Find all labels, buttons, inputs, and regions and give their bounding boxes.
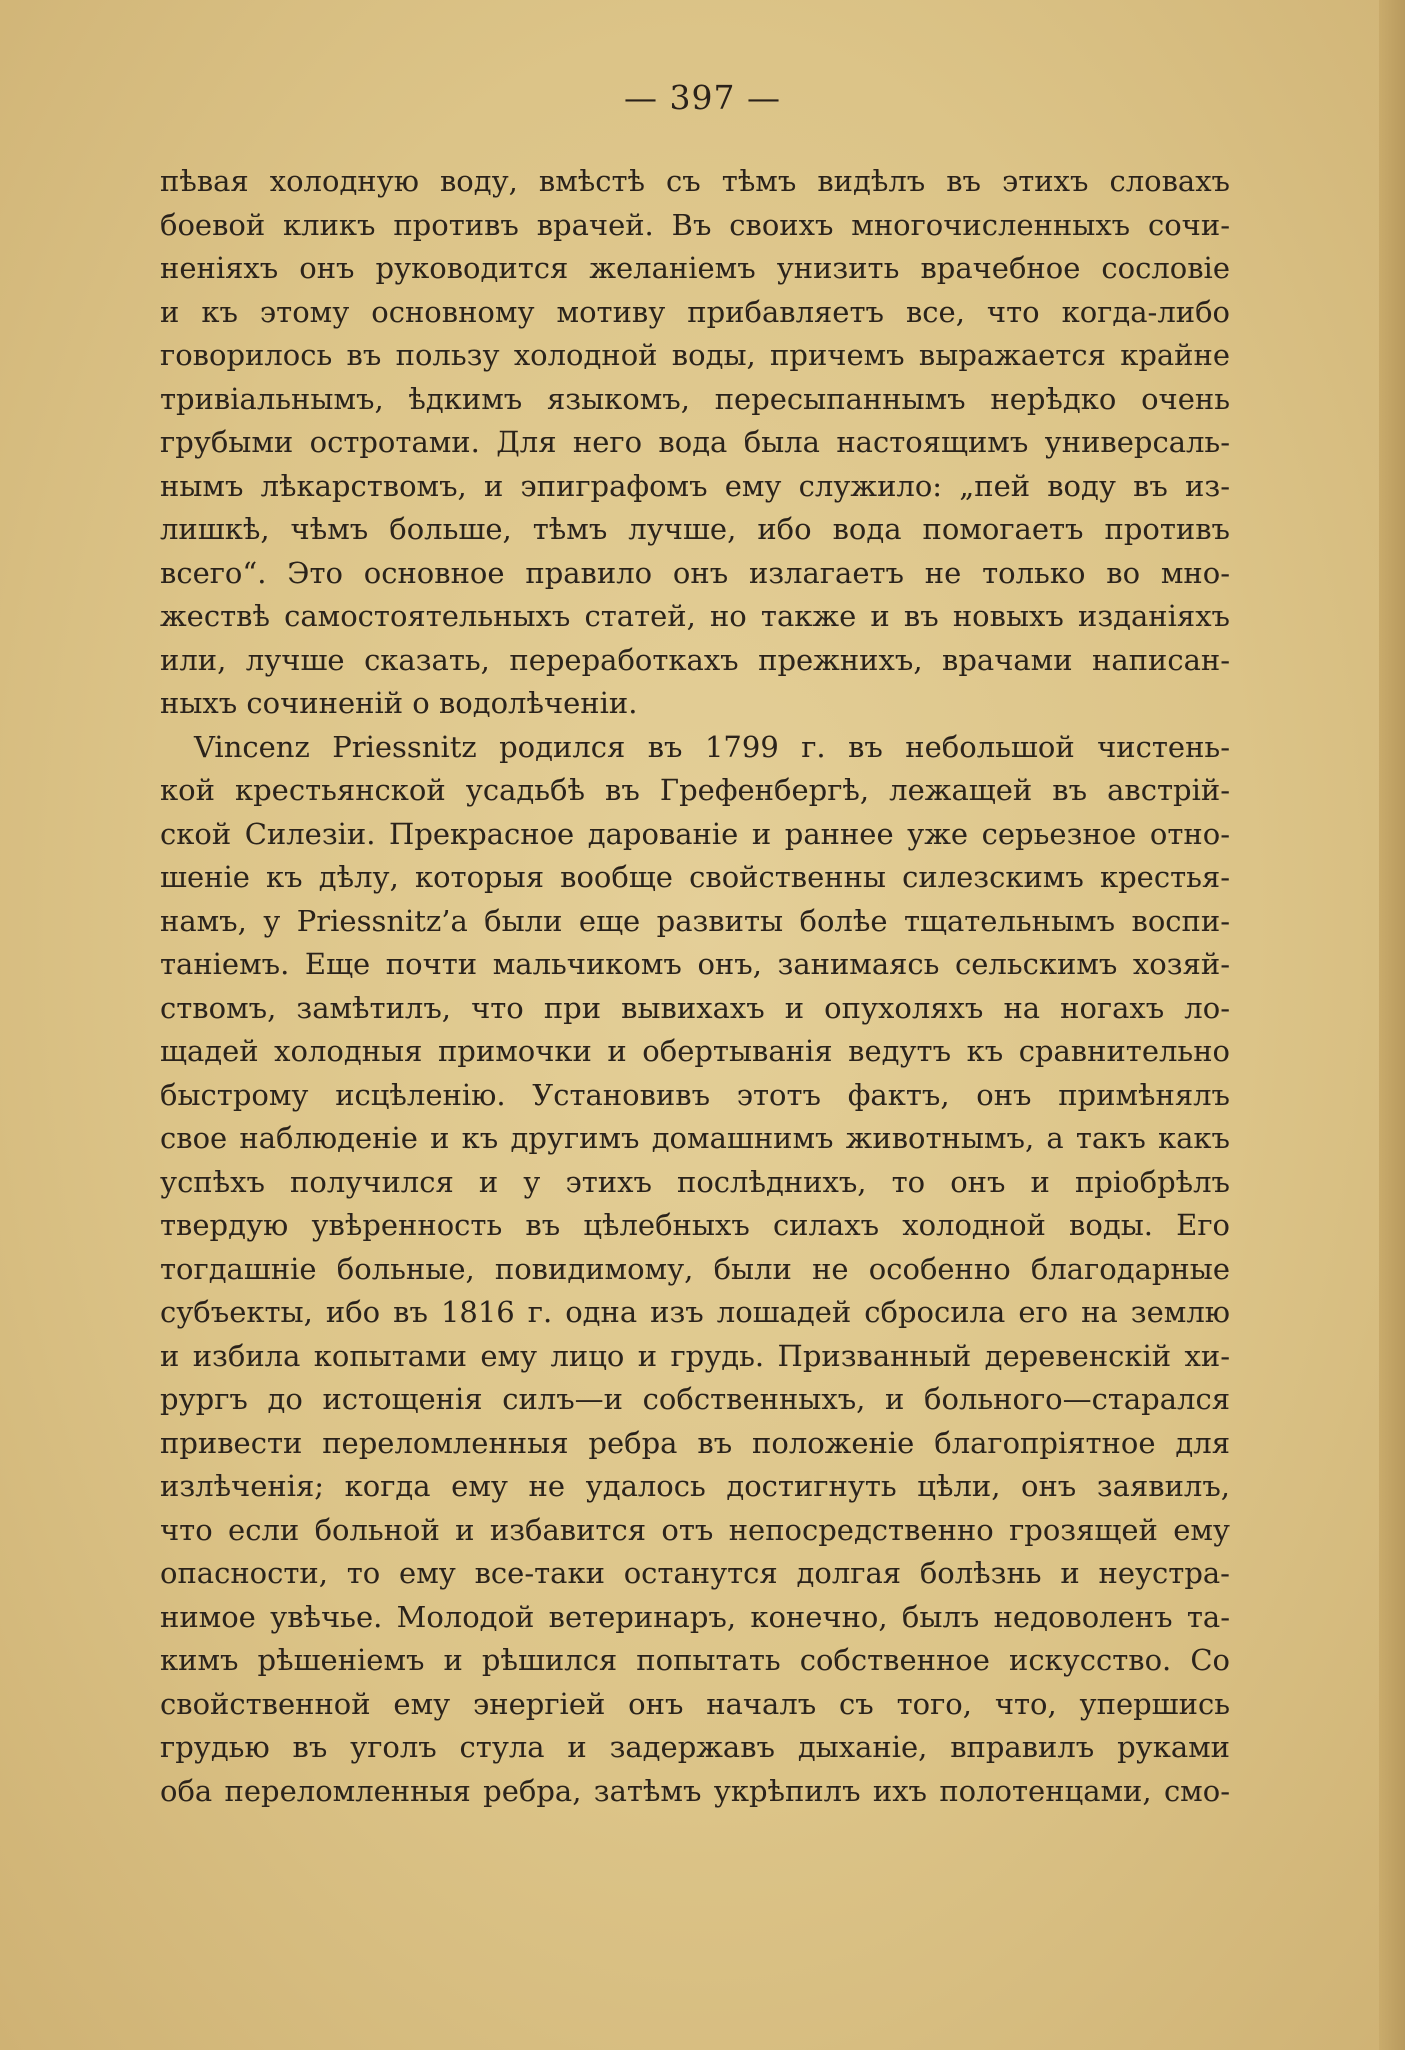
text-line: тривіальнымъ, ѣдкимъ языкомъ, пересыпаннымъ нерѣдко очень: [160, 381, 1230, 416]
text-line: говорилось въ пользу холодной воды, причемъ выражается крайне: [160, 338, 1230, 372]
text-line: жествѣ самостоятельныхъ статей, но также и въ новыхъ изданіяхъ: [160, 599, 1230, 633]
text-line: пѣвая холодную воду, вмѣстѣ съ тѣмъ видѣлъ въ этихъ словахъ: [160, 164, 1230, 198]
text-line: шеніе къ дѣлу, которыя вообще свойственны силезскимъ крестья-: [160, 860, 1230, 894]
text-line: свое наблюденіе и къ другимъ домашнимъ животнымъ, а такъ какъ: [160, 1121, 1230, 1155]
page-edge: [1379, 0, 1405, 2050]
text-line: намъ, у Priessnitz’а были еще развиты болѣе тщательнымъ воспи-: [160, 903, 1230, 938]
text-line: или, лучше сказать, переработкахъ прежнихъ, врачами написан-: [160, 642, 1230, 677]
body-text: [160, 160, 1230, 1813]
text-line: и къ этому основному мотиву прибавляетъ все, что когда-либо: [160, 294, 1230, 329]
text-line: нимое увѣчье. Молодой ветеринаръ, конечно, былъ недоволенъ та-: [160, 1599, 1230, 1634]
text-line: неніяхъ онъ руководится желаніемъ унизить врачебное сословіе: [160, 251, 1230, 285]
text-line: что если больной и избавится отъ непосредственно грозящей ему: [160, 1512, 1230, 1547]
text-line: грудью въ уголъ стула и задержавъ дыханіе, вправилъ руками: [160, 1730, 1230, 1764]
text-line: оба переломленныя ребра, затѣмъ укрѣпилъ ихъ полотенцами, смо-: [160, 1773, 1230, 1808]
paragraph-1: [160, 160, 1230, 726]
text-line: щадей холодныя примочки и обертыванія ведутъ къ сравнительно: [160, 1034, 1230, 1068]
text-line: опасности, то ему все-таки останутся долгая болѣзнь и неустра-: [160, 1556, 1230, 1590]
text-line: успѣхъ получился и у этихъ послѣднихъ, то онъ и пріобрѣлъ: [160, 1164, 1230, 1199]
text-line: привести переломленныя ребра въ положеніе благопріятное для: [160, 1425, 1230, 1460]
text-line: Vincenz Priessnitz родился въ 1799 г. въ небольшой чистень-: [194, 729, 1230, 764]
text-line: быстрому исцѣленію. Установивъ этотъ фактъ, онъ примѣнялъ: [160, 1077, 1230, 1112]
page-number: — 397 —: [624, 78, 781, 117]
text-line: кой крестьянской усадьбѣ въ Грефенбергѣ, лежащей въ австрій-: [160, 773, 1230, 807]
text-line: рургъ до истощенія силъ—и собственныхъ, и больного—старался: [160, 1382, 1230, 1416]
text-line: субъекты, ибо въ 1816 г. одна изъ лошадей сбросила его на землю: [160, 1295, 1230, 1329]
paragraph-2: [160, 726, 1230, 1814]
text-line: всего“. Это основное правило онъ излагаетъ не только во мно-: [160, 555, 1230, 590]
text-line: лишкѣ, чѣмъ больше, тѣмъ лучше, ибо вода помогаетъ противъ: [160, 512, 1230, 546]
text-line: таніемъ. Еще почти мальчикомъ онъ, занимаясь сельскимъ хозяй-: [160, 947, 1230, 981]
text-line: ствомъ, замѣтилъ, что при вывихахъ и опухоляхъ на ногахъ ло-: [160, 990, 1230, 1025]
text-line: грубыми остротами. Для него вода была настоящимъ универсаль-: [160, 425, 1230, 459]
text-line: твердую увѣренность въ цѣлебныхъ силахъ холодной воды. Его: [160, 1208, 1230, 1242]
text-line: кимъ рѣшеніемъ и рѣшился попытать собственное искусство. Со: [160, 1643, 1230, 1677]
text-line: боевой кликъ противъ врачей. Въ своихъ многочисленныхъ сочи-: [160, 207, 1230, 242]
text-line: ныхъ сочиненій о водолѣченіи.: [160, 686, 638, 720]
text-line: свойственной ему энергіей онъ началъ съ того, что, упершись: [160, 1686, 1230, 1721]
text-line: излѣченія; когда ему не удалось достигнуть цѣли, онъ заявилъ,: [160, 1469, 1230, 1503]
text-line: и избила копытами ему лицо и грудь. Призванный деревенскій хи-: [160, 1338, 1230, 1373]
text-line: ской Силезіи. Прекрасное дарованіе и раннее уже серьезное отно-: [160, 816, 1230, 851]
text-line: нымъ лѣкарствомъ, и эпиграфомъ ему служило: „пей воду въ из-: [160, 468, 1230, 503]
text-line: тогдашніе больные, повидимому, были не особенно благодарные: [160, 1251, 1230, 1286]
